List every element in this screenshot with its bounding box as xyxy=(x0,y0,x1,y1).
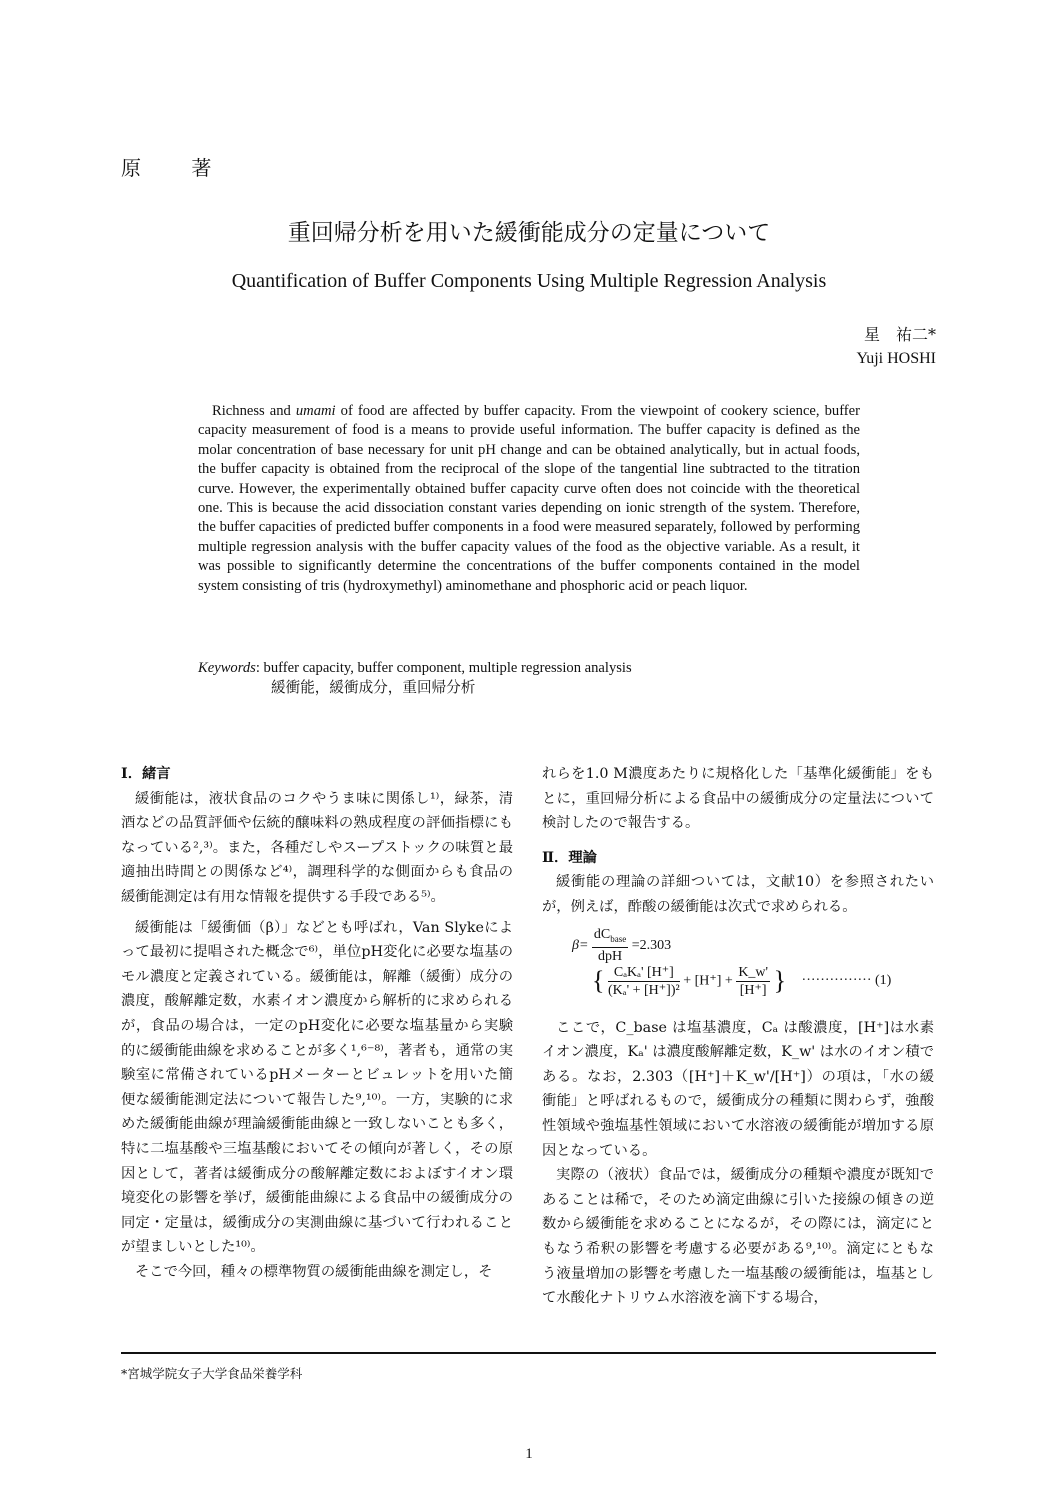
article-category: 原 著 xyxy=(121,156,234,180)
theory-paragraph-3: 実際の（液状）食品では，緩衝成分の種類や濃度が既知であることは稀で，そのため滴定曲線に引いた接線の傾きの逆数から緩衝能を求めることになるが，その際には，滴定にともなう希釈の影響を考慮する必要がある⁹,¹⁰⁾。滴定にともなう液量増加の影響を考慮した一塩基酸の緩衝能は，塩基として水酸化ナトリウム水溶液を滴下する場合， xyxy=(542,1167,934,1307)
eq-den: dpH xyxy=(598,949,623,965)
intro-paragraph-1: 緩衝能は，液状食品のコクやうま味に関係し¹⁾，緑茶，清酒などの品質評価や伝統的醸味料の熟成程度の評価指標にもなっている²,³⁾。また，各種だしやスープストックの味質と最適抽出時間との関係など⁴⁾，調理科学的な側面からも食品の緩衝能測定は有用な情報を提供する手段である⁵⁾。 xyxy=(121,790,513,905)
abstract-text-start: Richness and xyxy=(212,403,296,419)
eq-const: =2.303 xyxy=(631,937,672,953)
footnote-divider xyxy=(121,1352,936,1354)
eq-num-sub: base xyxy=(610,933,627,944)
keywords xyxy=(198,658,632,698)
right-column xyxy=(542,762,934,1311)
keywords-jp: 緩衝能，緩衝成分，重回帰分析 xyxy=(271,680,476,696)
abstract xyxy=(198,402,860,596)
eq-term-1 xyxy=(608,964,680,999)
eq-num: dC xyxy=(593,926,611,942)
abstract-umami: umami xyxy=(295,403,336,419)
eq-label: ··············· (1) xyxy=(801,973,892,989)
eq-term1-num: CₐKₐ' [H⁺] xyxy=(608,964,680,982)
eq-beta: β= xyxy=(572,937,589,953)
author-japanese: 星 祐二* xyxy=(863,325,936,344)
eq-term3-den: [H⁺] xyxy=(739,982,767,998)
intro-paragraph-2: 緩衝能は「緩衝価（β）」などとも呼ばれ，Van Slykeによって最初に提唱された概念で⁶⁾，単位pH変化に必要な塩基のモル濃度と定義されている。緩衝能は，解離（緩衝）成分の濃度，酸解離定数，水素イオン濃度から解析的に求められるが，食品の場合は，一定のpH変化に必要な塩基量から実験的に緩衝能曲線を求めることが多く¹,⁶⁻⁸⁾，著者も，通常の実験室に常備されているpHメーターとビュレットを用いた簡便な緩衝能測定法について報告した⁹,¹⁰⁾。一方，実験的に求めた緩衝能曲線が理論緩衝能曲線と一致しないことも多く，特に二塩基酸や三塩基酸においてその傾向が著しく，その原因として，著者は緩衝成分の酸解離定数におよぼすイオン環境変化の影響を挙げ，緩衝能曲線による食品中の緩衝成分の同定・定量は，緩衝成分の実測曲線に基づいて行われることが望ましいとした¹⁰⁾。 xyxy=(121,919,513,1256)
intro-continued: れらを1.0 M濃度あたりに規格化した「基準化緩衝能」をもとに，重回帰分析による食品中の緩衝成分の定量法について検討したので報告する。 xyxy=(542,766,934,832)
theory-paragraph-2: ここで，C_base は塩基濃度，Cₐ は酸濃度，[H⁺]は水素イオン濃度，Kₐ' は濃度酸解離定数，K_w' は水のイオン積である。なお，2.303（[H⁺]＋K_w'/[H⁺]）の項は，「水の緩衝能」と呼ばれるもので，緩衝成分の種類に関わらず，強酸性領域や強塩基性領域において水溶液の緩衝能が増加する原因となっている。 xyxy=(542,1019,934,1159)
equation-1: β= $\frac{dC_{base}}{\text{dpH}}$ =2.303 { $\frac{\text{CₐKₐ' [H⁺]}}{\text{(Kₐ' + [H⁺])²}}$ + [H⁺] + $\frac{K\_w'}{[H^+]}$ } ··············· (1) xyxy=(572,926,892,998)
section-heading-intro: Ⅰ．緒言 xyxy=(121,766,171,782)
intro-paragraph-3: そこで今回，種々の標準物質の緩衝能曲線を測定し，そ xyxy=(135,1263,493,1280)
left-column xyxy=(121,762,513,1284)
footnote-affiliation: *宮城学院女子大学食品栄養学科 xyxy=(121,1366,303,1381)
section-heading-theory: Ⅱ．理論 xyxy=(542,849,597,866)
abstract-text-rest: of food are affected by buffer capacity. From the viewpoint of cookery science, buffer capacity measurement of food is a means to provide useful information. The buffer capacity is defined as the molar concentration of base necessary for unit pH change and can be obtained analytically, but in actual foods, the buffer capacity is obtained from the reciprocal of the slope of the tangential line subtracted to the titration curve. However, the experimentally obtained buffer capacity curve often does not coincide with the theoretical one. This is because the acid dissociation constant varies depending on ionic strength of the system. Therefore, the buffer capacities of predicted buffer components in a food were measured separately, followed by performing multiple regression analysis with the buffer capacity values of the food as the objective variable. As a result, it was possible to significantly determine the concentrations of the buffer components contained in the model system consisting of tris (hydroxymethyl) aminomethane and phosphoric acid or peach liquor. xyxy=(198,403,860,594)
theory-paragraph-1: 緩衝能の理論の詳細ついては，文献10）を参照されたいが，例えば，酢酸の緩衝能は次式で求められる。 xyxy=(542,874,934,915)
title-japanese: 重回帰分析を用いた緩衝能成分の定量について xyxy=(287,220,771,246)
abstract-paragraph xyxy=(198,402,860,596)
eq-term3-num: K_w' xyxy=(738,964,769,980)
keywords-label: Keywords xyxy=(198,660,256,676)
eq-term1-den: (Kₐ' + [H⁺])² xyxy=(607,982,680,998)
author-english: Yuji HOSHI xyxy=(856,350,936,367)
eq-term-3 xyxy=(736,964,770,999)
title-english: Quantification of Buffer Components Using Multiple Regression Analysis xyxy=(231,270,827,292)
page-number: 1 xyxy=(525,1446,533,1462)
eq-plus: + [H⁺] + xyxy=(683,973,733,989)
keywords-en-line: Keywords: buffer capacity, buffer component, multiple regression analysis xyxy=(198,660,632,676)
keywords-en: buffer capacity, buffer component, multiple regression analysis xyxy=(263,660,632,676)
eq-derivative xyxy=(592,926,628,966)
